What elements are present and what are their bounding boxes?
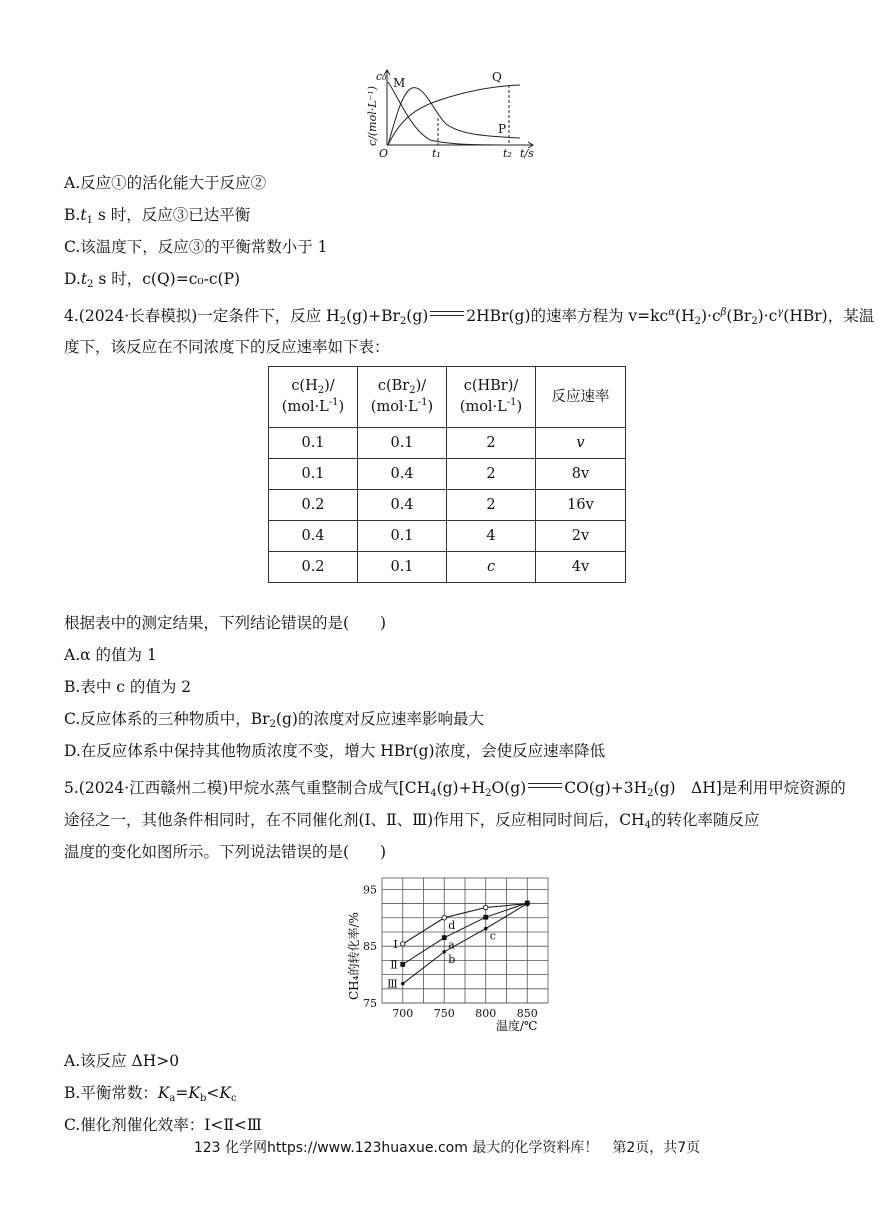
- q5-stem-line3: 温度的变化如图所示。下列说法错误的是( ): [64, 843, 387, 861]
- point-label: b: [448, 952, 456, 966]
- data-point: [442, 935, 447, 940]
- table-row: 0.4 0.1 4 2v: [269, 521, 626, 552]
- fig1-t1-label: t₁: [432, 147, 441, 160]
- q4-stem-line2: 度下，该反应在不同浓度下的反应速率如下表：: [64, 338, 390, 356]
- fig1-label-P: P: [498, 122, 507, 136]
- data-point: [401, 942, 405, 946]
- data-point: [442, 916, 446, 920]
- concentration-time-figure: [0, 0, 894, 160]
- q5-stem-line1: 5.(2024·江西赣州二模)甲烷水蒸气重整制合成气[$CH_4(g)+H_2O(g)$ $CO(g)+3H_2(g)$ ΔH]是利用甲烷资源的: [64, 779, 846, 799]
- fig1-t2-label: t₂: [503, 147, 512, 160]
- point-label: c: [489, 929, 496, 943]
- x-tick-label: 850: [516, 1007, 538, 1020]
- q4-option-d: D.在反应体系中保持其他物质浓度不变，增大 HBr(g)浓度，会使反应速率降低: [64, 742, 606, 760]
- series-label: Ⅱ: [390, 958, 398, 972]
- fig1-label-Q: Q: [492, 70, 502, 84]
- x-tick-label: 750: [433, 1007, 455, 1020]
- fig1-y-axis-label: c/(mol·L⁻¹): [366, 85, 379, 146]
- q3-option-d: $D.t_2$ s 时，c(Q)=c₀-c(P): [64, 270, 241, 290]
- point-label: d: [448, 918, 456, 932]
- data-point: [484, 905, 488, 909]
- q5-option-c: C.催化剂催化效率：Ⅰ<Ⅱ<Ⅲ: [64, 1116, 262, 1134]
- y-tick-label: 85: [363, 940, 377, 954]
- q3-option-c: C.该温度下，反应③的平衡常数小于 1: [64, 238, 328, 256]
- q5-option-a: A.该反应 ΔH>0: [64, 1052, 180, 1070]
- data-point: [401, 982, 405, 986]
- header-c-br2: $c(Br_2)/$ $(mol\cdot L^{-1})$: [358, 367, 447, 428]
- conversion-rate-chart: [0, 868, 894, 1048]
- x-tick-label: 800: [475, 1007, 497, 1020]
- header-c-hbr: c(HBr)/ $(mol\cdot L^{-1})$: [447, 367, 536, 428]
- data-point: [484, 927, 488, 931]
- q3-option-a: A.反应①的活化能大于反应②: [64, 174, 267, 192]
- chart-x-axis-label: 温度/℃: [496, 1019, 538, 1033]
- q4-option-a: A.α 的值为 1: [64, 646, 157, 664]
- q5-option-b: B.平衡常数：$K_a=K_b<K_c$: [64, 1084, 237, 1104]
- y-tick-label: 95: [363, 883, 377, 897]
- series-label: Ⅰ: [393, 937, 398, 951]
- fig1-c0-label: c₀: [376, 70, 387, 83]
- q4-option-b: B.表中 c 的值为 2: [64, 678, 192, 696]
- data-point: [483, 915, 488, 920]
- fig1-origin: O: [379, 147, 389, 160]
- series-label: Ⅲ: [387, 977, 398, 991]
- q3-option-b: $B.t_1$ s 时，反应③已达平衡: [64, 206, 251, 226]
- x-tick-label: 700: [392, 1007, 414, 1020]
- table-row: 0.2 0.4 2 16v: [269, 490, 626, 521]
- table-row: 0.2 0.1 c 4v: [269, 552, 626, 583]
- q4-option-c: C.反应体系的三种物质中，$Br_2(g)$的浓度对反应速率影响最大: [64, 710, 484, 730]
- fig1-label-M: M: [393, 76, 406, 90]
- chart-y-axis-label: CH₄的转化率/%: [347, 912, 361, 1000]
- point-label: a: [448, 938, 455, 952]
- table-row: 0.1 0.1 2 v: [269, 428, 626, 459]
- header-rate: 反应速率: [536, 367, 626, 428]
- y-tick-label: 75: [363, 997, 377, 1010]
- rate-table: [268, 366, 626, 583]
- data-point: [442, 950, 446, 954]
- page-footer: 123 化学网https://www.123huaxue.com 最大的化学资料库！ 第2页，共7页: [193, 1140, 701, 1156]
- data-point: [525, 902, 529, 906]
- q4-question: 根据表中的测定结果，下列结论错误的是( ): [64, 614, 387, 632]
- q4-stem-line1: 4.(2024·长春模拟)一定条件下，反应 $H_2(g)+Br_2(g)$ 2HBr(g)的速率方程为 $v=kc^\alpha(H_2)\cdot c^\beta(Br_2)\cdot c^\gamma(HBr)$，某温: [64, 307, 875, 327]
- rate-table-header: [269, 367, 626, 428]
- curve-Q: [388, 85, 520, 145]
- table-row: 0.1 0.4 2 8v: [269, 459, 626, 490]
- header-c-h2: $c(H_2)/$ $(mol\cdot L^{-1})$: [269, 367, 358, 428]
- fig1-x-axis-label: t/s: [520, 147, 534, 160]
- data-point: [400, 962, 405, 967]
- q5-stem-line2: 途径之一，其他条件相同时，在不同催化剂(Ⅰ、Ⅱ、Ⅲ)作用下，反应相同时间后，$CH_4$的转化率随反应: [64, 811, 760, 831]
